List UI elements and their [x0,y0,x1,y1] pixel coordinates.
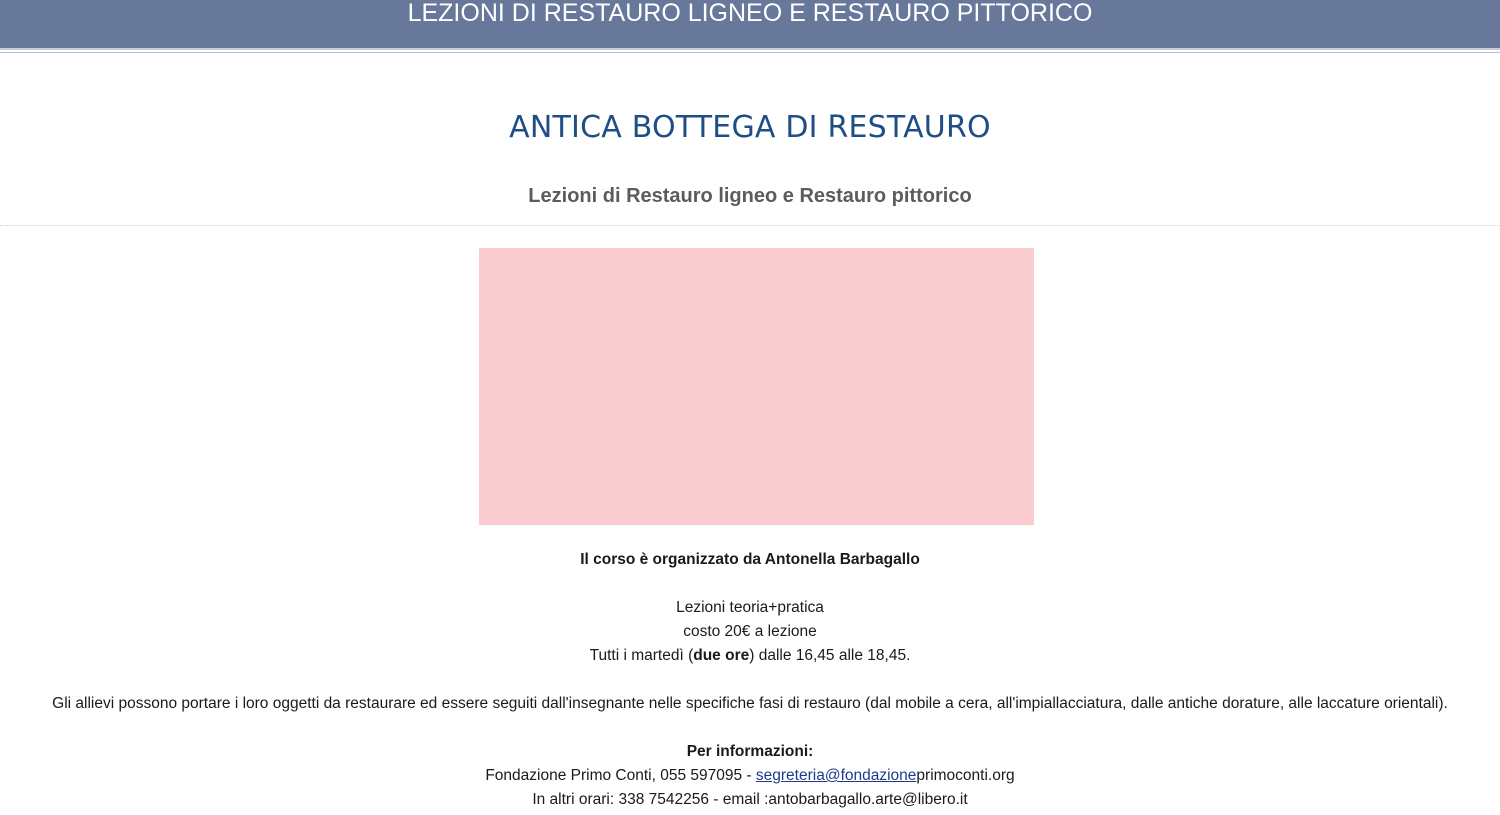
description-text: Gli allievi possono portare i loro oggetti da restaurare ed essere seguiti dall'insegnante nelle specifiche fasi di restauro (dal mobile a cera, all'impiallacciatura, dalle antiche dorature, alle laccature orientali). [52,695,1448,712]
cost-text: costo 20€ a lezione [683,623,817,640]
organizer-text: Il corso è organizzato da Antonella Barbagallo [580,551,920,568]
course-details [0,548,1500,812]
info-heading: Per informazioni: [686,743,814,760]
lessons-text: Lezioni teoria+pratica [676,599,824,616]
contact-line: Fondazione Primo Conti, 055 597095 - segreteria@fondazioneprimoconti.org [485,767,1015,784]
other-hours-text: In altri orari: 338 7542256 - email :antobarbagallo.arte@libero.it [532,791,968,808]
email-link[interactable]: segreteria@fondazione [755,767,917,784]
banner-divider [0,52,1500,53]
schedule-duration: due ore [693,647,750,664]
course-image [479,248,1034,525]
top-banner [0,0,1500,50]
page-subtitle: Lezioni di Restauro ligneo e Restauro pittorico [528,185,972,207]
banner-title: LEZIONI DI RESTAURO LIGNEO E RESTAURO PITTORICO [407,0,1093,27]
section-divider [0,225,1500,226]
schedule-text: Tutti i martedì (due ore) dalle 16,45 alle 18,45. [589,647,911,664]
page-title: ANTICA BOTTEGA DI RESTAURO [509,110,991,145]
